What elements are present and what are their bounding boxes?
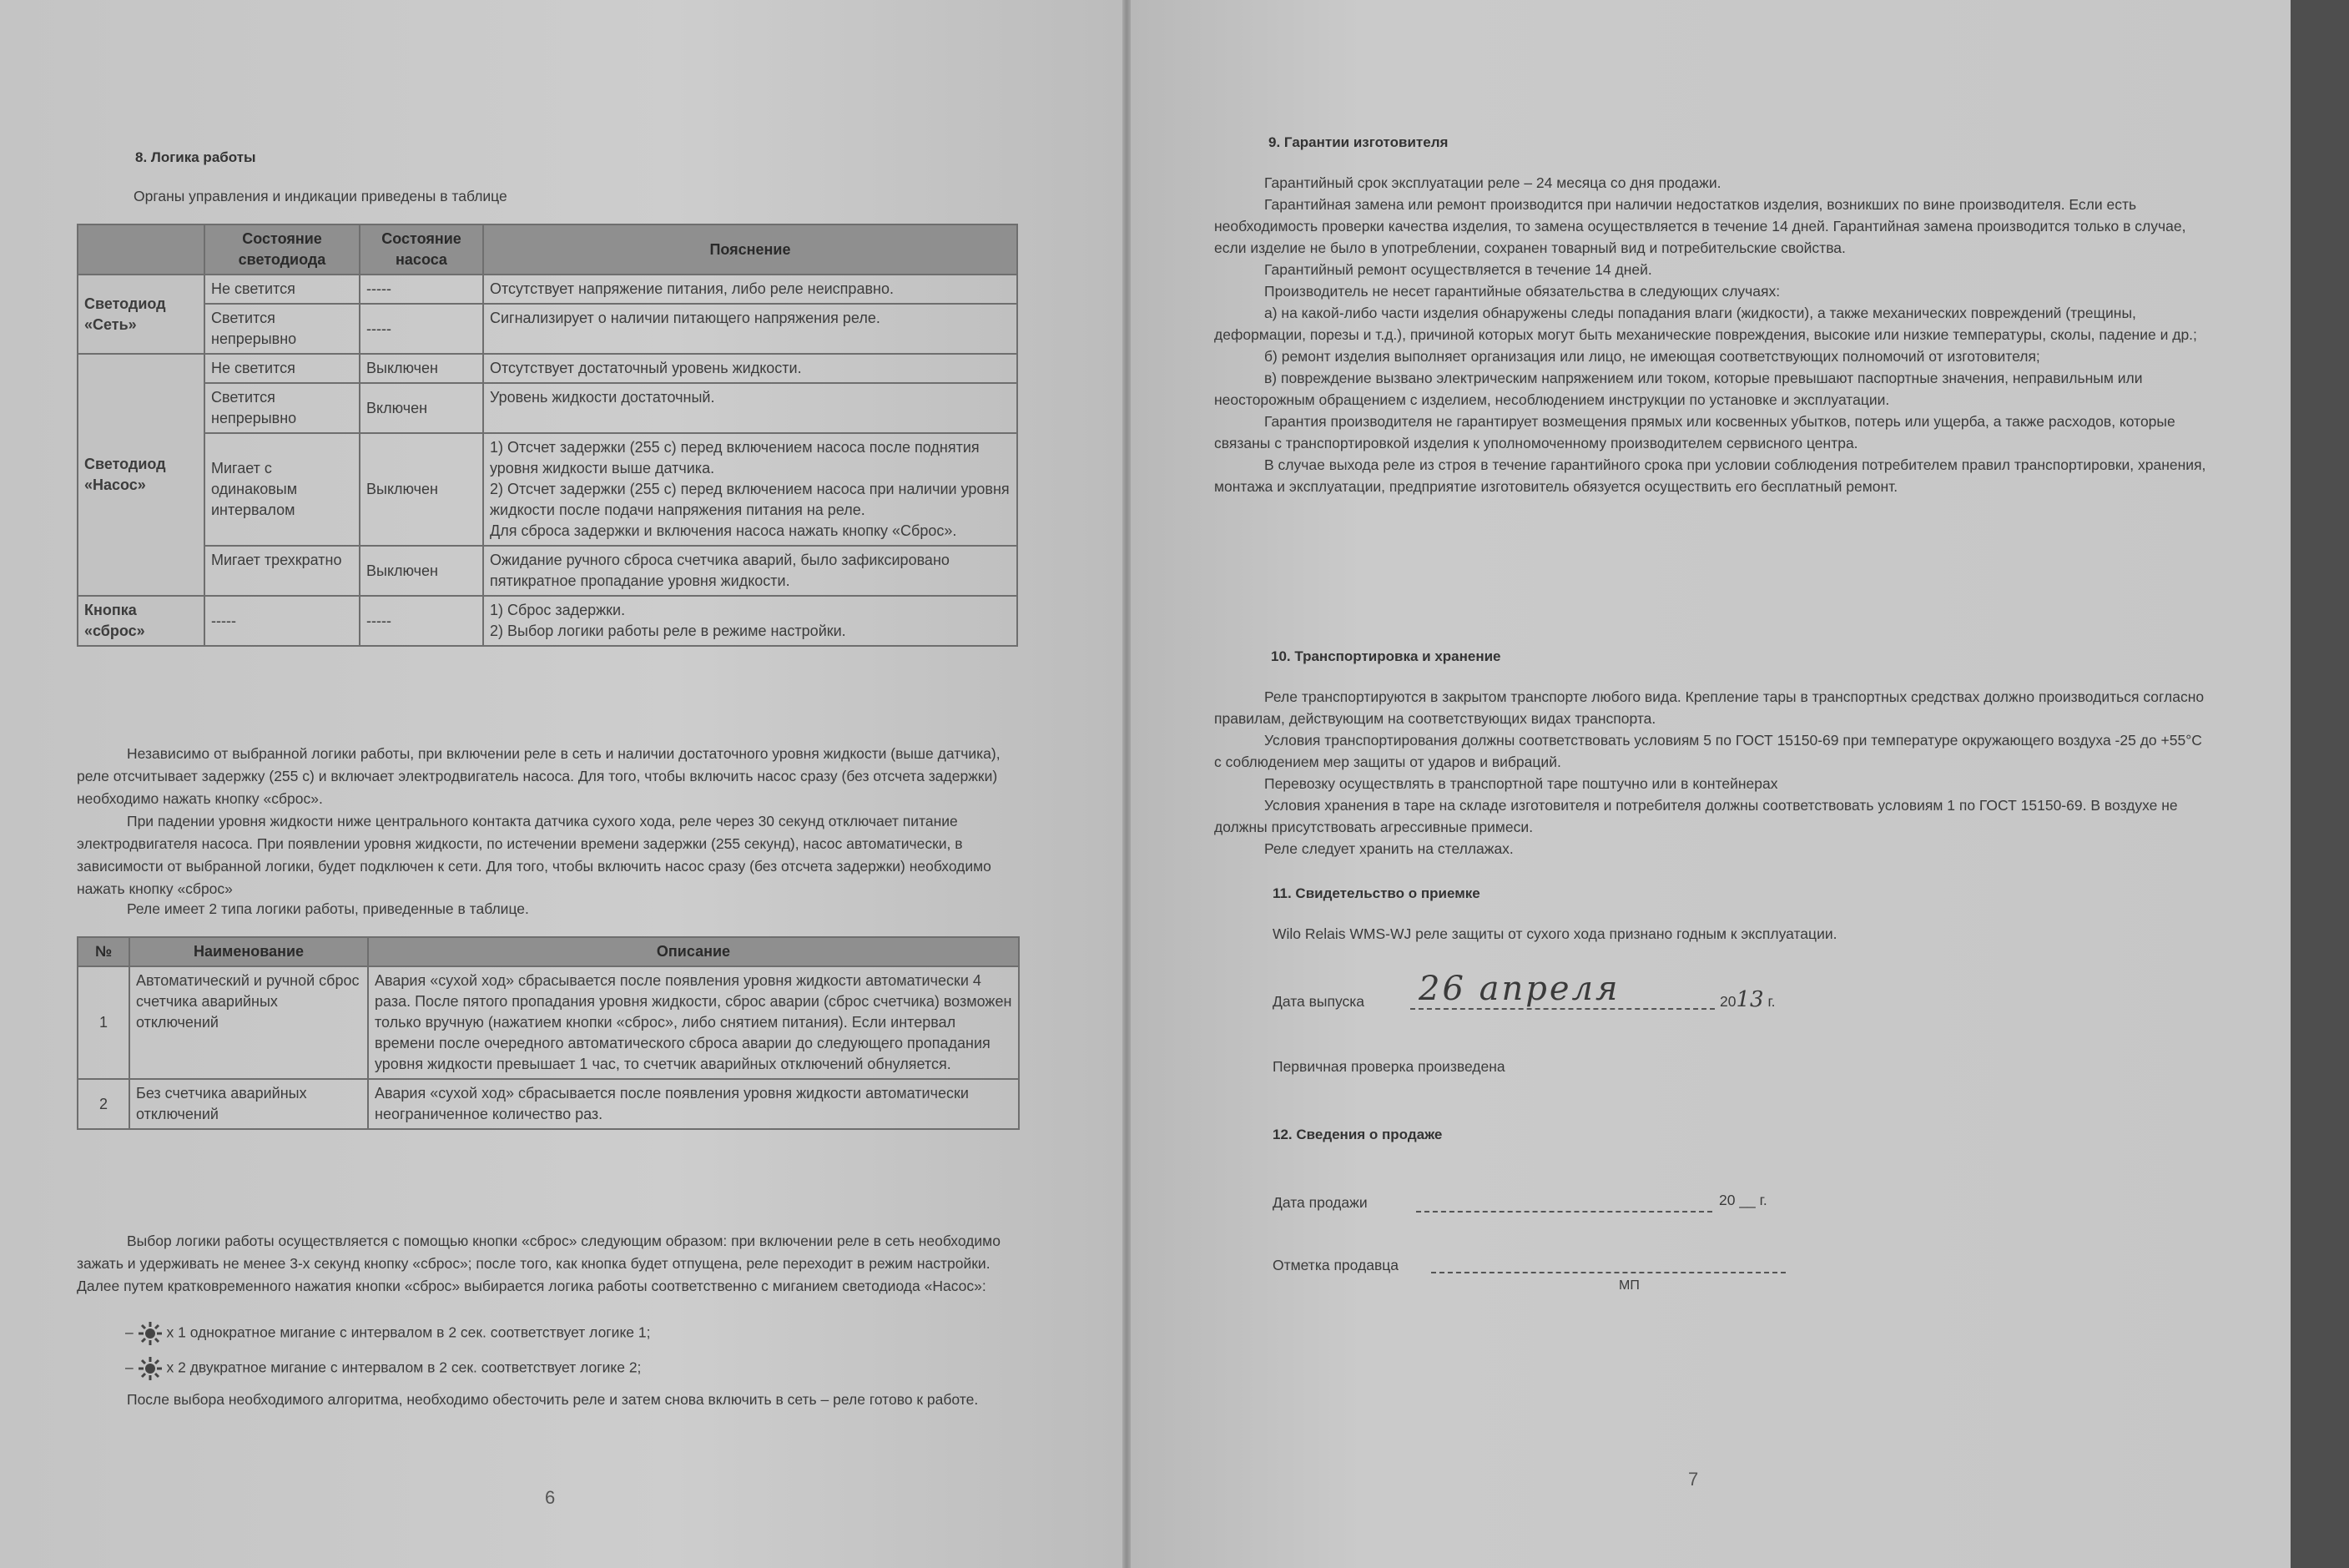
explanation: 1) Отсчет задержки (255 с) перед включением насоса после поднятия уровня жидкости выше датчика. 2) Отсчет задержки (255 с) перед включением насоса при наличии уровня жидкости после подачи напряжения питания на реле. Для сброса задержки и включения насоса нажать кнопку «Сброс». bbox=[483, 433, 1017, 546]
table-row bbox=[78, 433, 1017, 546]
page-number: 6 bbox=[545, 1487, 556, 1508]
handwritten-release-date: 26 апреля bbox=[1419, 970, 1621, 1008]
bullet-text: х 2 двукратное мигание с интервалом в 2 сек. соответствует логике 2; bbox=[166, 1359, 642, 1376]
paragraph: Реле транспортируются в закрытом транспорте любого вида. Крепление тары в транспортных средствах должно производиться согласно правилам, действующим на соответствующих видах транспорта. bbox=[1214, 688, 2205, 727]
table-row bbox=[78, 1079, 1019, 1129]
sale-date-field bbox=[1416, 1197, 1712, 1213]
pump-state: Включен bbox=[360, 383, 483, 433]
pump-state: ----- bbox=[360, 275, 483, 304]
led-state: Мигает с одинаковым интервалом bbox=[204, 433, 360, 546]
paragraph: Гарантия производителя не гарантирует возмещения прямых или косвенных убытков, потерь или ущерба, а также расходов, которые связаны с транспортировкой изделия к уполномоченному производителем сервисного центра. bbox=[1214, 413, 2175, 451]
stamp-place-label: МП bbox=[1619, 1278, 1640, 1293]
led-state: Не светится bbox=[204, 275, 360, 304]
bullet-logic-2 bbox=[125, 1356, 641, 1381]
paragraph: Условия хранения в таре на складе изготовителя и потребителя должны соответствовать условиям 1 по ГОСТ 15150-69. В воздухе не должны присутствовать агрессивные примеси. bbox=[1214, 797, 2178, 835]
table-row bbox=[78, 966, 1019, 1079]
seller-mark-field bbox=[1431, 1258, 1786, 1273]
seller-mark-label: Отметка продавца bbox=[1273, 1257, 1399, 1273]
section-8-heading: 8. Логика работы bbox=[135, 149, 256, 165]
pump-state: ----- bbox=[360, 304, 483, 354]
handwritten-year: 13 bbox=[1736, 987, 1764, 1012]
section-10-body bbox=[1214, 686, 2207, 860]
explanation: 1) Сброс задержки. 2) Выбор логики работы реле в режиме настройки. bbox=[483, 596, 1017, 646]
paragraph: Независимо от выбранной логики работы, при включении реле в сеть и наличии достаточного уровня жидкости (выше датчика), реле отсчитывает задержку (255 с) и включает электродвигатель насоса. Для того, чтобы включить насос сразу (без отсчета задержки) необходимо нажать кнопку «сброс». bbox=[77, 745, 1001, 807]
pump-state: Выключен bbox=[360, 354, 483, 383]
table-row bbox=[78, 354, 1017, 383]
explanation: Отсутствует достаточный уровень жидкости. bbox=[483, 354, 1017, 383]
paragraph: При падении уровня жидкости ниже центрального контакта датчика сухого хода, реле через 30 секунд отключает питание электродвигателя насоса. При появлении уровня жидкости, по истечении времени задержки (255 секунд), насос автоматически, в зависимости от выбранной логики, будет подключен к сети. Для того, чтобы включить насос сразу (без отсчета задержки) необходимо нажать кнопку «сброс» bbox=[77, 813, 991, 897]
explanation: Уровень жидкости достаточный. bbox=[483, 383, 1017, 433]
background-edge bbox=[2291, 0, 2349, 1568]
logic-description: Авария «сухой ход» сбрасывается после появления уровня жидкости автоматически неограниченное количество раз. bbox=[368, 1079, 1019, 1129]
bullet-text: х 1 однократное мигание с интервалом в 2 сек. соответствует логике 1; bbox=[166, 1323, 651, 1341]
led-state: Светится непрерывно bbox=[204, 383, 360, 433]
release-date-field bbox=[1410, 970, 1715, 1010]
primary-check-text: Первичная проверка произведена bbox=[1273, 1058, 1505, 1075]
table-header-row bbox=[78, 224, 1017, 275]
table-row bbox=[78, 383, 1017, 433]
led-state: Светится непрерывно bbox=[204, 304, 360, 354]
pump-state: Выключен bbox=[360, 433, 483, 546]
table-header: Состояние насоса bbox=[360, 224, 483, 275]
release-year bbox=[1720, 989, 1776, 1013]
led-blink-icon bbox=[138, 1321, 163, 1346]
led-state: Не светится bbox=[204, 354, 360, 383]
paragraph: Производитель не несет гарантийные обязательства в следующих случаях: bbox=[1264, 283, 1781, 300]
logic-table bbox=[77, 936, 1020, 1130]
year-prefix: 20 bbox=[1720, 993, 1737, 1010]
paragraph: Реле имеет 2 типа логики работы, приведенные в таблице. bbox=[127, 900, 529, 917]
group-led-pump: Светодиод «Насос» bbox=[78, 354, 204, 596]
indication-table bbox=[77, 224, 1018, 647]
sale-year: 20 __ г. bbox=[1719, 1192, 1767, 1208]
paragraph: В случае выхода реле из строя в течение гарантийного срока при условии соблюдения потребителем правил транспортировки, хранения, монтажа и эксплуатации, предприятие изготовитель обязуется осуществить его бесплатный ремонт. bbox=[1214, 456, 2206, 495]
dash: – bbox=[125, 1359, 134, 1376]
paragraph: в) повреждение вызвано электрическим напряжением или током, которые превышают паспортные значения, неправильным или неосторожным обращением с изделием, несоблюдением инструкции по установке и эксплуатации. bbox=[1214, 370, 2143, 408]
table-header: Пояснение bbox=[483, 224, 1017, 275]
paragraph: Реле следует хранить на стеллажах. bbox=[1264, 840, 1514, 857]
explanation: Сигнализирует о наличии питающего напряжения реле. bbox=[483, 304, 1017, 354]
paragraph: Гарантийная замена или ремонт производится при наличии недостатков изделия, возникших по вине производителя. Если есть необходимость проверки качества изделия, то замена осуществляется в течение 14 дней. Гарантийная замена производится только в случае, если изделие не было в употреблении, сохранен товарный вид и потребительские свойства. bbox=[1214, 196, 2186, 256]
group-reset-button: Кнопка «сброс» bbox=[78, 596, 204, 646]
paragraph: а) на какой-либо части изделия обнаружены следы попадания влаги (жидкости), а также механических повреждений (трещины, деформации, порезы и т.д.), причиной которых могут быть механические повреждения, высокие или низкие температуры, сколы, падение и др.; bbox=[1214, 305, 2197, 343]
right-page bbox=[1131, 0, 2291, 1568]
pump-state: ----- bbox=[360, 596, 483, 646]
table-row bbox=[78, 546, 1017, 596]
year-suffix: г. bbox=[1767, 993, 1776, 1010]
paragraph: Условия транспортирования должны соответствовать условиям 5 по ГОСТ 15150-69 при температуре окружающего воздуха -25 до +55°С с соблюдением мер защиты от ударов и вибраций. bbox=[1214, 732, 2202, 770]
section-9-body bbox=[1214, 172, 2207, 497]
table-header-empty bbox=[78, 224, 204, 275]
led-state: ----- bbox=[204, 596, 360, 646]
paragraph: После выбора необходимого алгоритма, необходимо обесточить реле и затем снова включить в сеть – реле готово к работе. bbox=[127, 1391, 979, 1408]
pump-state: Выключен bbox=[360, 546, 483, 596]
logic-number: 2 bbox=[78, 1079, 129, 1129]
paragraph: Гарантийный ремонт осуществляется в течение 14 дней. bbox=[1264, 261, 1652, 278]
section-10-heading: 10. Транспортировка и хранение bbox=[1271, 648, 1501, 664]
acceptance-text: Wilo Relais WMS-WJ реле защиты от сухого хода признано годным к эксплуатации. bbox=[1273, 925, 1837, 942]
section-11-heading: 11. Свидетельство о приемке bbox=[1273, 885, 1480, 901]
table-row bbox=[78, 596, 1017, 646]
table-header: Состояние светодиода bbox=[204, 224, 360, 275]
explanation: Отсутствует напряжение питания, либо реле неисправно. bbox=[483, 275, 1017, 304]
paragraph: Выбор логики работы осуществляется с помощью кнопки «сброс» следующим образом: при включении реле в сеть необходимо зажать и удерживать не менее 3-х секунд кнопку «сброс»; после того, как кнопка будет отпущена, реле переходит в режим настройки. Далее путем кратковременного нажатия кнопки «сброс» выбирается логика работы соответственно с миганием светодиода «Насос»: bbox=[77, 1233, 1001, 1294]
sale-date-label: Дата продажи bbox=[1273, 1194, 1368, 1211]
logic-description: Авария «сухой ход» сбрасывается после появления уровня жидкости автоматически 4 раза. После пятого пропадания уровня жидкости, сброс аварии (сброс счетчика) возможен только вручную (нажатием кнопки «сброс», либо снятием питания). Если интервал времени после очередного автоматического сброса аварии до следующего пропадания уровня жидкости превышает 1 час, то счетчик аварийных отключений обнуляется. bbox=[368, 966, 1019, 1079]
explanation: Ожидание ручного сброса счетчика аварий, было зафиксировано пятикратное пропадание уровня жидкости. bbox=[483, 546, 1017, 596]
paragraph: б) ремонт изделия выполняет организация или лицо, не имеющая соответствующих полномочий от изготовителя; bbox=[1264, 348, 2040, 365]
led-blink-icon bbox=[138, 1356, 163, 1381]
led-state: Мигает трехкратно bbox=[204, 546, 360, 596]
table-row bbox=[78, 304, 1017, 354]
group-led-set: Светодиод «Сеть» bbox=[78, 275, 204, 354]
table-row bbox=[78, 275, 1017, 304]
logic-number: 1 bbox=[78, 966, 129, 1079]
dash: – bbox=[125, 1323, 134, 1341]
logic-name: Без счетчика аварийных отключений bbox=[129, 1079, 368, 1129]
paragraph: Перевозку осуществлять в транспортной таре поштучно или в контейнерах bbox=[1264, 775, 1778, 792]
table-header: Описание bbox=[368, 937, 1019, 966]
page-number: 7 bbox=[1688, 1469, 1699, 1490]
left-page bbox=[0, 0, 1122, 1568]
table-header: Наименование bbox=[129, 937, 368, 966]
release-date-label: Дата выпуска bbox=[1273, 993, 1365, 1010]
section-9-heading: 9. Гарантии изготовителя bbox=[1268, 134, 1449, 150]
logic-name: Автоматический и ручной сброс счетчика аварийных отключений bbox=[129, 966, 368, 1079]
section-12-heading: 12. Сведения о продаже bbox=[1273, 1127, 1443, 1142]
table-header-row bbox=[78, 937, 1019, 966]
book-spine bbox=[1122, 0, 1131, 1568]
bullet-logic-1 bbox=[125, 1321, 651, 1346]
section-8-intro: Органы управления и индикации приведены в таблице bbox=[134, 188, 507, 204]
paragraph: Гарантийный срок эксплуатации реле – 24 месяца со дня продажи. bbox=[1264, 174, 1721, 191]
table-header: № bbox=[78, 937, 129, 966]
